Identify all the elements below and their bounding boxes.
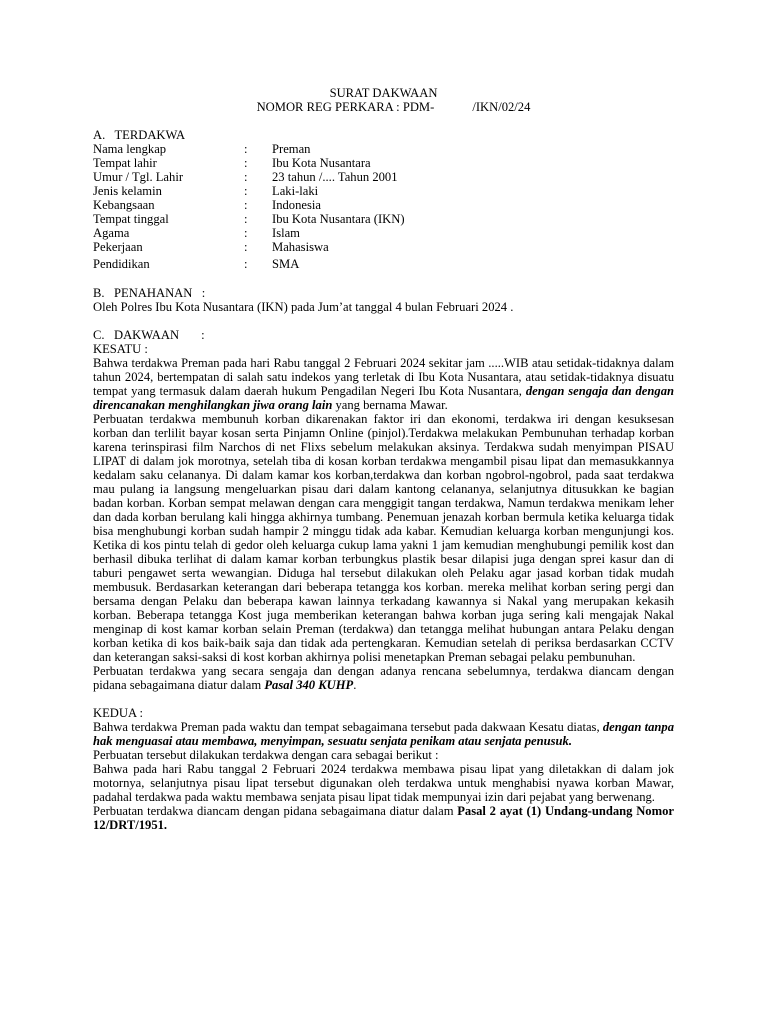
identity-row — [93, 226, 674, 240]
kesatu-paragraph-2: Perbuatan terdakwa membunuh korban dikarenakan faktor iri dan ekonomi, terdakwa iri dengan kesuksesan korban dan terlilit bayar kosan serta Pinjamn Online (pinjol).Terdakwa melakukan Pembunuhan terhadap korban karena terinspirasi film Narchos di net Flixs sebelum melakukan aksinya. Terdakwa sudah menyimpan PISAU LIPAT di dalam jok morotnya, setelah tiba di kosan korban terdakwa mengambil pisau lipat dan memasukkannya kedalam saku celananya. Di dalam kamar kos korban,terdakwa dan korban ngobrol-ngobrol, pada saat terdakwa mau pulang ia langsung mengeluarkan pisau dari dalam kantong celananya, selanjutnya ditusukkan ke bagian badan korban. Korban sempat melawan dengan cara menggigit tangan terdakwa, Namun terdakwa menikam leher dan dada korban berulang kali hingga akhirnya tumbang. Penemuan jenazah korban bermula ketika keluarga tidak bisa menghubungi korban sudah hampir 2 minggu tidak ada kabar. Kemudian keluarga korban mengunjungi kos. Ketika di kos pintu telah di gedor oleh keluarga cukup lama yakni 1 jam kemudian menghubungi pemilik kost dan berhasil dibuka terlihat di dalam kamar korban terbungkus plastik besar dilapisi juga dengan sprei kasur dan di taburi pengawet serta wewangian. Diduga hal tersebut dilakukan oleh Pelaku agar jasad korban tidak mudah membusuk. Berdasarkan keterangan dari beberapa tetangga kos korban. mereka melihat korban sering pergi dan bersama dengan Pelaku dan beberapa kawan lainnya terkadang kawannya si Nakal yang merupakan kekasih korban. Beberapa tetangga Kost juga memberikan keterangan bahwa korban juga sering kali mengajak Nakal menginap di kost kamar korban selain Preman (terdakwa) dan tetangga melihat hubungan antara Pelaku dengan korban ketika di kos baik-baik saja dan tidak ada pertengkaran. Kemudian setelah di periksa berdasarkan CCTV dan keterangan saksi-saksi di kost korban akhirnya polisi menetapkan Preman sebagai pelaku pembunuhan. — [93, 412, 674, 664]
identity-row — [93, 257, 674, 272]
identity-colon: : — [244, 156, 248, 170]
kedua-paragraph-4 — [93, 804, 674, 832]
kedua-paragraph-3: Bahwa pada hari Rabu tanggal 2 Februari 2024 terdakwa membawa pisau lipat yang diletakkan di dalam jok motornya, selanjutnya pisau lipat tersebut digunakan oleh terdakwa untuk menghabisi nyawa korban Mawar, padahal terdakwa pada waktu membawa senjata pisau lipat tidak mempunyai izin dari pejabat yang berwenang. — [93, 762, 674, 804]
identity-label: Pekerjaan — [93, 240, 143, 254]
identity-value: Mahasiswa — [272, 240, 329, 254]
defendant-identity-table — [93, 142, 674, 272]
identity-row — [93, 240, 674, 254]
identity-label: Tempat tinggal — [93, 212, 169, 226]
identity-label: Pendidikan — [93, 257, 150, 271]
penahanan-text: Oleh Polres Ibu Kota Nusantara (IKN) pada Jum’at tanggal 4 bulan Februari 2024 . — [93, 300, 514, 314]
kesatu-p3-text: Perbuatan terdakwa yang secara sengaja dan dengan adanya rencana sebelumnya, terdakwa diancam dengan pidana sebagaimana diatur dalam — [93, 664, 674, 692]
kesatu-p1-end: yang bernama Mawar. — [332, 398, 448, 412]
kedua-p1-emphasis: dengan tanpa hak menguasai atau membawa, menyimpan, sesuatu senjata penikam atau senjata penusuk. — [93, 720, 674, 748]
identity-colon: : — [244, 240, 248, 254]
identity-colon: : — [244, 184, 248, 198]
identity-row — [93, 156, 674, 170]
kesatu-paragraph-3 — [93, 664, 674, 692]
identity-row — [93, 170, 674, 184]
identity-label: Agama — [93, 226, 130, 240]
identity-colon: : — [244, 142, 248, 156]
case-number — [93, 100, 674, 114]
identity-value: 23 tahun /.... Tahun 2001 — [272, 170, 398, 184]
identity-value: SMA — [272, 257, 300, 271]
pasal-2-reference: Pasal 2 ayat (1) Undang-undang Nomor 12/DRT/1951. — [93, 804, 674, 832]
section-penahanan-heading: B. PENAHANAN : — [93, 286, 206, 300]
identity-value: Islam — [272, 226, 300, 240]
kesatu-label: KESATU : — [93, 342, 148, 356]
identity-colon: : — [244, 198, 248, 212]
identity-label: Umur / Tgl. Lahir — [93, 170, 184, 184]
kesatu-p3-end: . — [353, 678, 357, 692]
kedua-label: KEDUA : — [93, 706, 144, 720]
kedua-p1-text: Bahwa terdakwa Preman pada waktu dan tempat sebagaimana tersebut pada dakwaan Kesatu diatas, — [93, 720, 603, 734]
identity-colon: : — [244, 170, 248, 184]
identity-label: Kebangsaan — [93, 198, 155, 212]
kedua-paragraph-2: Perbuatan tersebut dilakukan terdakwa dengan cara sebagai berikut : — [93, 748, 439, 762]
identity-value: Laki-laki — [272, 184, 319, 198]
kesatu-p1-text: Bahwa terdakwa Preman pada hari Rabu tanggal 2 Februari 2024 sekitar jam .....WIB atau setidak-tidaknya dalam tahun 2024, bertempatan di salah satu indekos yang terletak di Ibu Kota Nusantara, atau setidak-tidaknya disuatu tempat yang termasuk dalam daerah hukum Pengadilan Negeri Ibu Kota Nusantara, — [93, 356, 674, 398]
case-number-prefix: NOMOR REG PERKARA : PDM- — [256, 100, 435, 114]
identity-value: Preman — [272, 142, 311, 156]
identity-row — [93, 212, 674, 226]
kedua-paragraph-1 — [93, 720, 674, 748]
identity-label: Nama lengkap — [93, 142, 167, 156]
identity-colon: : — [244, 257, 248, 271]
kesatu-paragraph-1 — [93, 356, 674, 412]
document-title: SURAT DAKWAAN — [329, 86, 438, 100]
identity-label: Jenis kelamin — [93, 184, 162, 198]
pasal-340-reference: Pasal 340 KUHP — [264, 678, 354, 692]
case-number-suffix: /IKN/02/24 — [472, 100, 531, 114]
section-terdakwa-heading: A. TERDAKWA — [93, 128, 186, 142]
kesatu-p1-emphasis: dengan sengaja dan dengan direncanakan menghilangkan jiwa orang lain — [93, 384, 674, 412]
identity-value: Ibu Kota Nusantara — [272, 156, 371, 170]
identity-row — [93, 198, 674, 212]
identity-row — [93, 142, 674, 156]
identity-row — [93, 184, 674, 198]
kedua-p4-text: Perbuatan terdakwa diancam dengan pidana sebagaimana diatur dalam — [93, 804, 458, 818]
identity-label: Tempat lahir — [93, 156, 157, 170]
section-dakwaan-heading: C. DAKWAAN : — [93, 328, 205, 342]
identity-colon: : — [244, 212, 248, 226]
identity-value: Indonesia — [272, 198, 321, 212]
identity-value: Ibu Kota Nusantara (IKN) — [272, 212, 405, 226]
identity-colon: : — [244, 226, 248, 240]
